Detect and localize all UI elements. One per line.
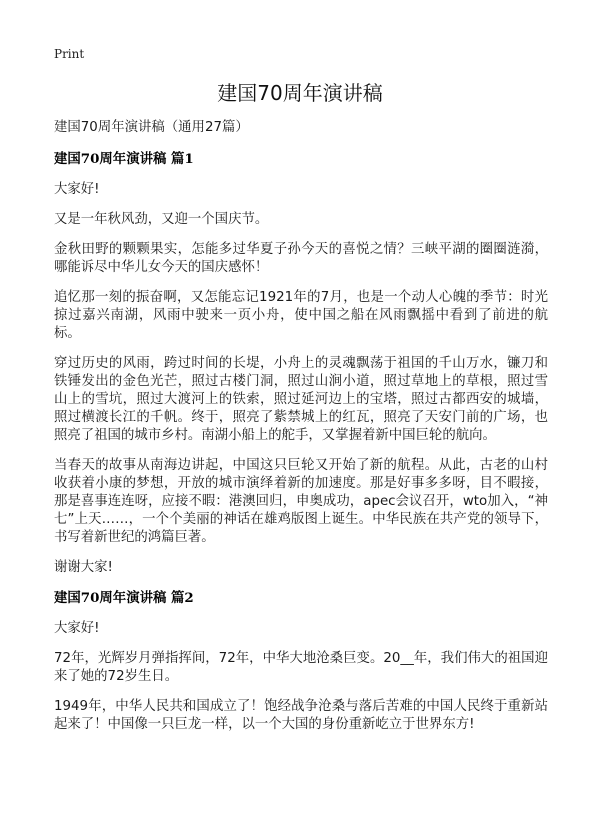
paragraph-greeting: 大家好!	[54, 182, 100, 197]
paragraph: 1949年，中华人民共和国成立了！饱经战争沧桑与落后苦难的中国人民终于重新站起来了！中国像一只巨龙一样，以一个大国的身份重新屹立于世界东方!	[54, 699, 548, 732]
paragraph: 追忆那一刻的振奋啊，又怎能忘记1921年的7月，也是一个动人心魄的季节：时光掠过嘉兴南湖，风雨中驶来一页小舟，使中国之船在风雨飘摇中看到了前进的航标。	[54, 290, 548, 341]
document-subtitle: 建国70周年演讲稿（通用27篇）	[54, 120, 249, 135]
print-label: Print	[54, 47, 85, 61]
paragraph: 72年，光辉岁月弹指挥间，72年，中华大地沧桑巨变。20__年，我们伟大的祖国迎来了她的72岁生日。	[54, 651, 548, 684]
paragraph: 又是一年秋风劲，又迎一个国庆节。	[54, 212, 269, 227]
document-title: 建国70周年演讲稿	[217, 81, 383, 105]
paragraph-closing: 谢谢大家!	[54, 560, 113, 575]
paragraph: 当春天的故事从南海边讲起，中国这只巨轮又开始了新的航程。从此，古老的山村收获着小康的梦想，开放的城市演绎着新的加速度。那是好事多多呀，目不暇接，那是喜事连连呀，应接不暇：港澳回归，申奥成功，apec会议召开，wto加入，“神七”上天……，一个个美丽的神话在雄鸡版图上诞生。中华民族在共产党的领导下，书写着新世纪的鸿篇巨著。	[54, 458, 548, 545]
section-heading: 建国70周年演讲稿 篇2	[54, 590, 194, 606]
paragraph: 金秋田野的颗颗果实，怎能多过华夏子孙今天的喜悦之情？三峡平湖的圈圈涟漪，哪能诉尽中华儿女今天的国庆感怀！	[54, 242, 548, 275]
section-2	[54, 589, 548, 734]
section-heading: 建国70周年演讲稿 篇1	[54, 151, 194, 167]
section-1	[54, 150, 548, 577]
paragraph: 穿过历史的风雨，跨过时间的长堤，小舟上的灵魂飘荡于祖国的千山万水，镰刀和铁锤发出的金色光芒，照过古楼门洞，照过山涧小道，照过草地上的草根，照过雪山上的雪坑，照过大渡河上的铁索，照过延河边上的宝塔，照过古都西安的城墙，照过横渡长江的千帆。终于，照亮了紫禁城上的红瓦，照亮了天安门前的广场，也照亮了祖国的城市乡村。南湖小船上的舵手，又掌握着新中国巨轮的航向。	[54, 356, 548, 443]
paragraph-greeting: 大家好!	[54, 621, 100, 636]
document-body	[54, 119, 548, 746]
